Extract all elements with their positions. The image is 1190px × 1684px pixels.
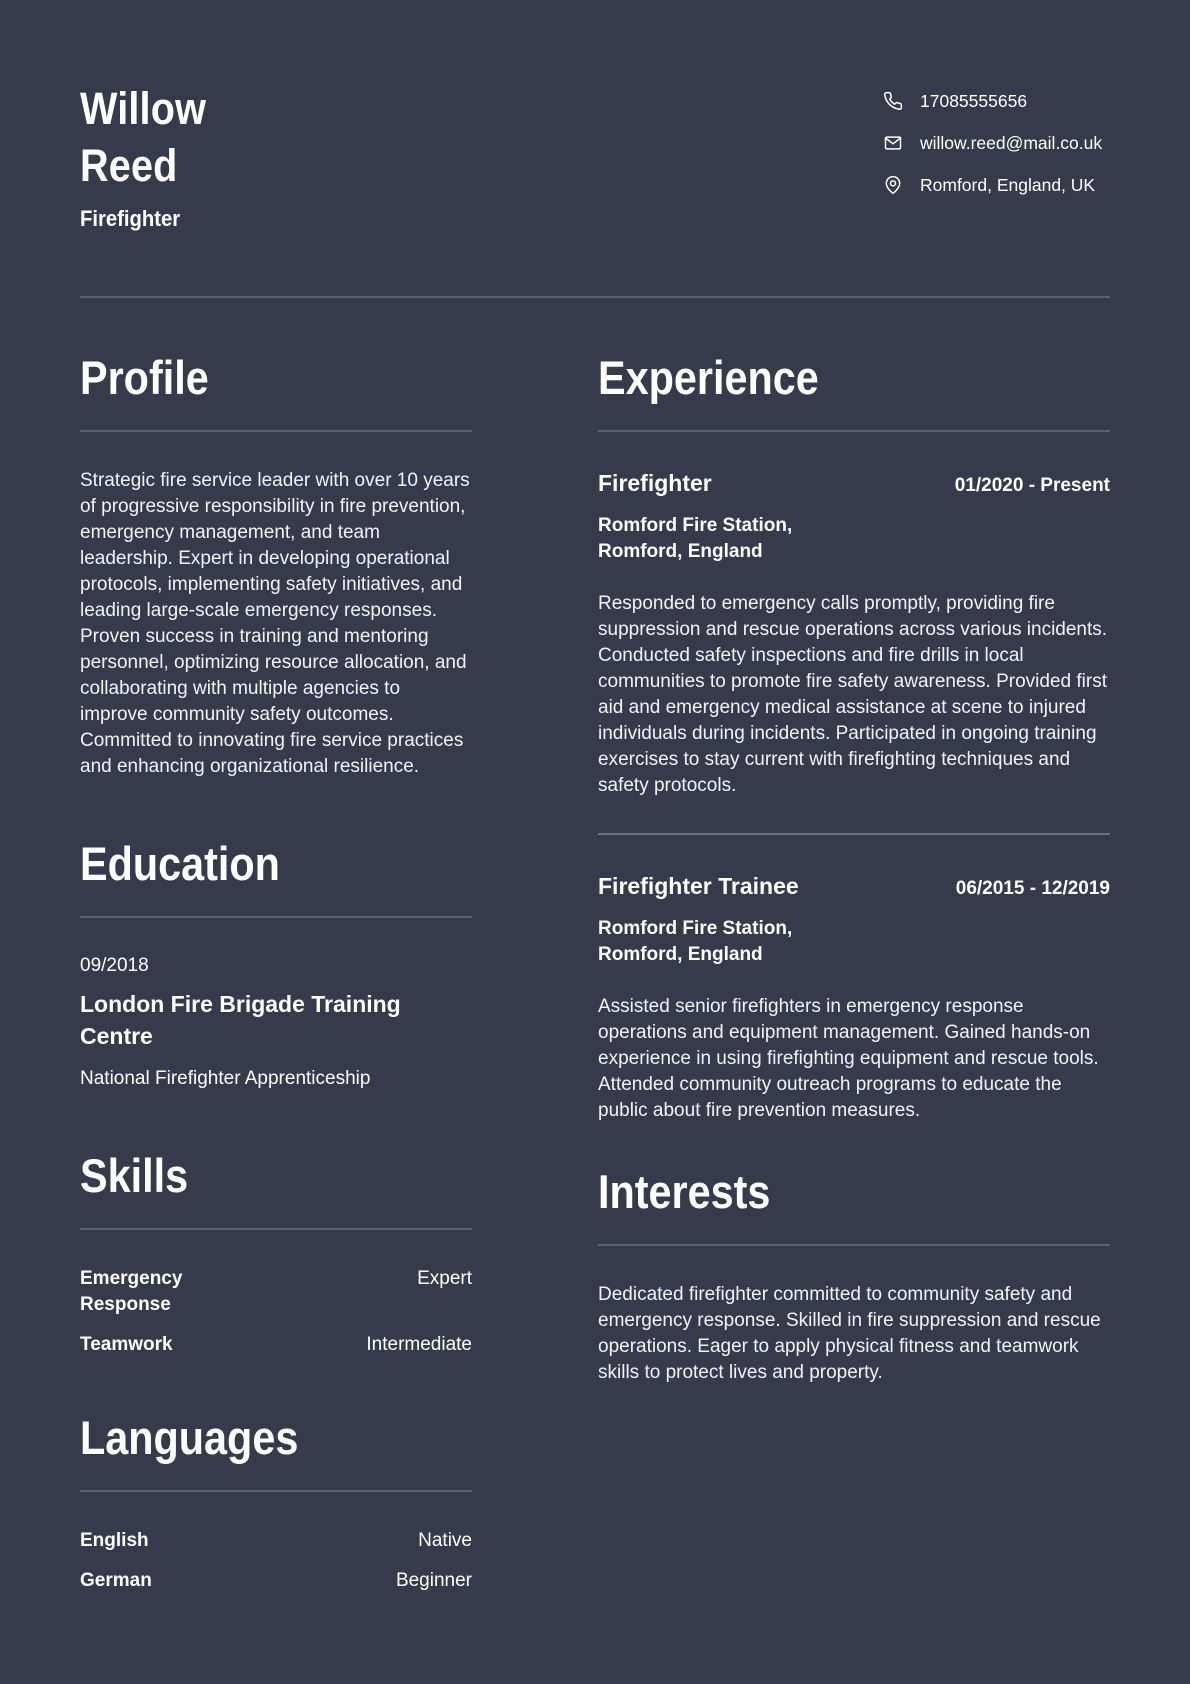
skills-section xyxy=(80,1146,472,1358)
phone-number[interactable]: 17085555656 xyxy=(920,90,1028,111)
section-divider xyxy=(80,1490,472,1492)
education-date: 09/2018 xyxy=(80,955,149,976)
experience-item xyxy=(598,468,1110,799)
interests-text: Dedicated firefighter committed to community safety and emergency response. Skilled in fire suppression and rescue operations. Eager to apply physical fitness and teamwork skills to protect lives and property. xyxy=(598,1284,1101,1383)
email-address[interactable]: willow.reed@mail.co.uk xyxy=(920,132,1103,153)
section-heading-profile: Profile xyxy=(80,351,209,404)
section-divider xyxy=(80,916,472,918)
job-title: Firefighter xyxy=(80,206,181,231)
section-heading-skills: Skills xyxy=(80,1149,189,1202)
section-heading-experience: Experience xyxy=(598,351,819,404)
education-degree: National Firefighter Apprenticeship xyxy=(80,1068,371,1089)
experience-header xyxy=(598,871,1110,902)
section-divider xyxy=(80,1228,472,1230)
mail-icon xyxy=(882,132,904,154)
language-row xyxy=(80,1568,472,1594)
section-divider xyxy=(80,430,472,432)
education-section xyxy=(80,834,472,1092)
experience-employer: Romford Fire Station, Romford, England xyxy=(598,918,793,965)
interests-section xyxy=(598,1162,1110,1386)
candidate-name xyxy=(80,80,256,194)
experience-employer: Romford Fire Station, Romford, England xyxy=(598,515,793,562)
left-column xyxy=(80,348,472,1608)
education-item xyxy=(80,954,472,1092)
experience-header xyxy=(598,468,1110,499)
first-name: Willow xyxy=(80,83,207,134)
contact-location xyxy=(882,164,1102,206)
experience-dates: 06/2015 - 12/2019 xyxy=(955,878,1110,899)
resume-header xyxy=(80,80,1110,296)
language-row xyxy=(80,1528,472,1554)
language-level: Native xyxy=(418,1530,472,1551)
education-school: London Fire Brigade Training Centre xyxy=(80,991,401,1049)
skill-row xyxy=(80,1266,472,1318)
experience-description: Assisted senior firefighters in emergency response operations and equipment management. Gained hands-on experience in using firefighting equipment and rescue tools. Attended community outreach programs to educate the public about fire prevention measures. xyxy=(598,996,1099,1121)
last-name: Reed xyxy=(80,140,178,191)
languages-section xyxy=(80,1408,472,1594)
right-column xyxy=(598,348,1110,1386)
section-divider xyxy=(598,1244,1110,1246)
profile-text: Strategic fire service leader with over 10 years of progressive responsibility in fire prevention, emergency management, and team leadership. Expert in developing operational protocols, implementing safety initiatives, and leading large-scale emergency responses. Proven success in training and mentoring personnel, optimizing resource allocation, and collaborating with multiple agencies to improve community safety outcomes. Committed to innovating fire service practices and enhancing organizational resilience. xyxy=(80,470,470,777)
experience-item xyxy=(598,871,1110,1124)
header-divider xyxy=(80,296,1110,298)
language-level: Beginner xyxy=(395,1570,472,1591)
experience-divider xyxy=(598,833,1110,835)
contact-email xyxy=(882,122,1102,164)
skill-level: Expert xyxy=(417,1268,472,1289)
profile-section xyxy=(80,348,472,780)
skill-level: Intermediate xyxy=(366,1334,472,1355)
contact-list xyxy=(882,80,1102,206)
experience-section xyxy=(598,348,1110,1124)
language-name: English xyxy=(80,1530,149,1551)
section-heading-interests: Interests xyxy=(598,1165,771,1218)
contact-phone xyxy=(882,80,1102,122)
skill-row xyxy=(80,1332,472,1358)
skill-name: Teamwork xyxy=(80,1334,173,1355)
section-divider xyxy=(598,430,1110,432)
location-text: Romford, England, UK xyxy=(920,174,1096,195)
experience-dates: 01/2020 - Present xyxy=(954,475,1110,496)
language-name: German xyxy=(80,1570,152,1591)
location-pin-icon xyxy=(882,174,904,196)
section-heading-education: Education xyxy=(80,837,280,890)
section-heading-languages: Languages xyxy=(80,1411,299,1464)
phone-icon xyxy=(882,90,904,112)
experience-title: Firefighter Trainee xyxy=(598,873,799,899)
experience-title: Firefighter xyxy=(598,470,712,496)
skill-name: Emergency Response xyxy=(80,1268,183,1315)
experience-description: Responded to emergency calls promptly, providing fire suppression and rescue operations across various incidents. Conducted safety inspections and fire drills in local communities to promote fire safety awareness. Provided first aid and emergency medical assistance at scene to injured individuals during incidents. Participated in ongoing training exercises to stay current with firefighting techniques and safety protocols. xyxy=(598,593,1108,796)
